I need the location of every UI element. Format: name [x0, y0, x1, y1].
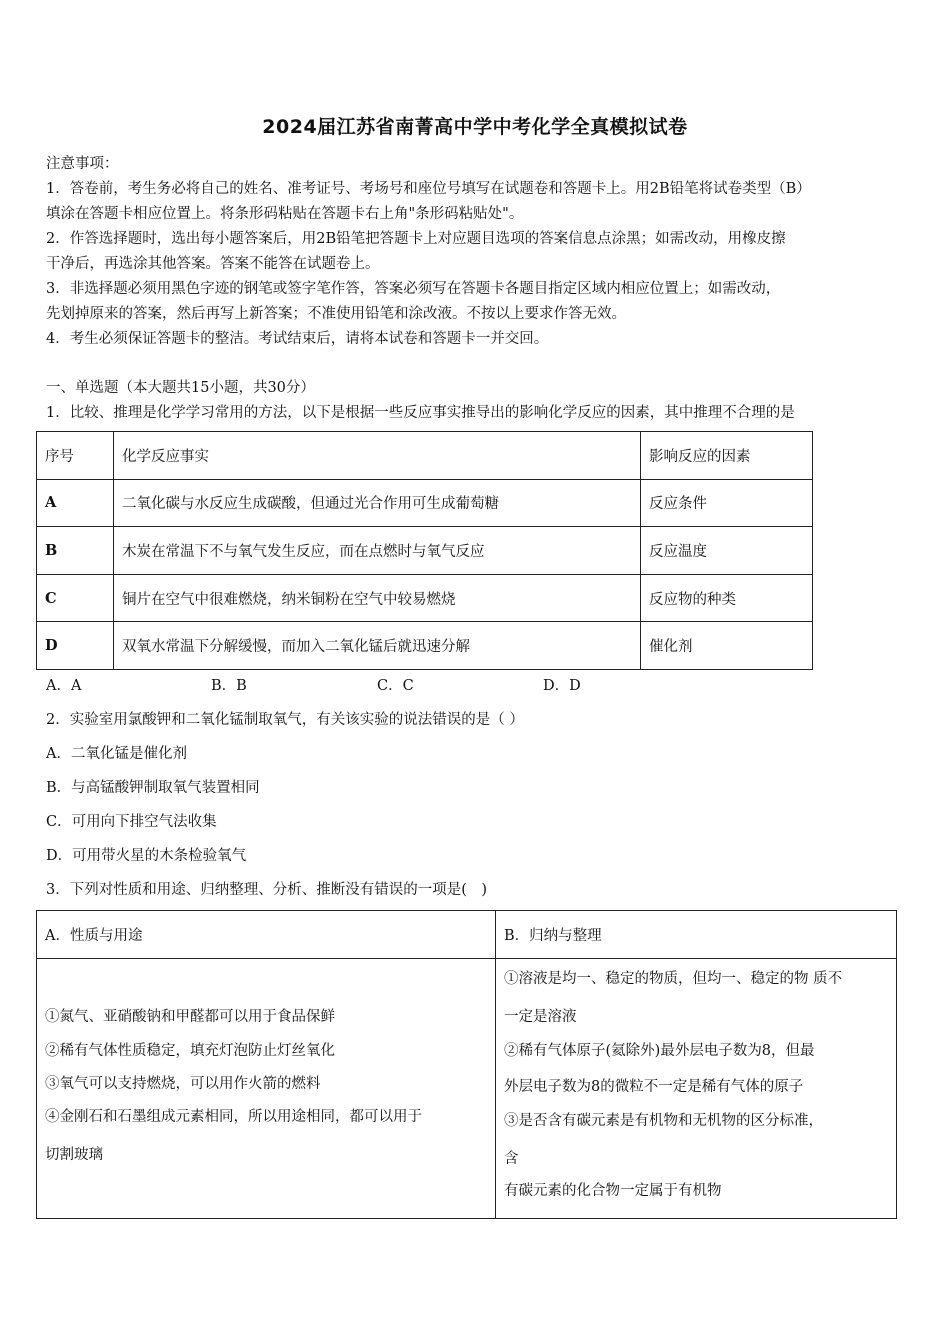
- q1-option-a[interactable]: A．A: [46, 678, 82, 694]
- table-cell-line: 切割玻璃: [45, 1147, 103, 1163]
- q1-stem: 1．比较、推理是化学学习常用的方法，以下是根据一些反应事实推导出的影响化学反应的因素，其中推理不合理的是: [46, 405, 795, 421]
- q2-option-a[interactable]: A．二氧化锰是催化剂: [46, 746, 187, 762]
- table-cell: B: [37, 527, 114, 575]
- q2-option-c[interactable]: C．可用向下排空气法收集: [46, 814, 217, 830]
- table-cell-line: 一定是溶液: [504, 1009, 577, 1025]
- page-title: 2024届江苏省南菁高中学中考化学全真模拟试卷: [262, 116, 688, 138]
- q1-option-d[interactable]: D．D: [543, 678, 581, 694]
- q2-stem: 2．实验室用氯酸钾和二氧化锰制取氧气，有关该实验的说法错误的是（ ）: [46, 712, 524, 728]
- table-cell-line: 含: [504, 1151, 519, 1167]
- table-row: [37, 479, 813, 527]
- table-header-cell: 化学反应事实: [114, 432, 641, 480]
- q3-option-b-header[interactable]: B．归纳与整理: [496, 911, 897, 959]
- notice-line: 填涂在答题卡相应位置上。将条形码粘贴在答题卡右上角"条形码粘贴处"。: [46, 206, 524, 222]
- table-cell: C: [37, 574, 114, 622]
- q2-option-b[interactable]: B．与高锰酸钾制取氧气装置相同: [46, 780, 260, 796]
- notice-line: 2．作答选择题时，选出每小题答案后，用2B铅笔把答题卡上对应题目选项的答案信息点涂黑；如需改动，用橡皮擦: [46, 231, 786, 247]
- q3-option-a-header[interactable]: A．性质与用途: [37, 911, 496, 959]
- notice-line: 干净后，再选涂其他答案。答案不能答在试题卷上。: [46, 256, 380, 272]
- notice-line: 1．答卷前，考生务必将自己的姓名、准考证号、考场号和座位号填写在试题卷和答题卡上。用2B铅笔将试卷类型（B）: [46, 181, 811, 197]
- q1-option-c[interactable]: C．C: [377, 678, 414, 694]
- table-cell: 双氧水常温下分解缓慢，而加入二氧化锰后就迅速分解: [114, 622, 641, 670]
- table-cell: 催化剂: [641, 622, 813, 670]
- table-header-row: [37, 432, 813, 480]
- table-cell: 铜片在空气中很难燃烧，纳米铜粉在空气中较易燃烧: [114, 574, 641, 622]
- q3-option-b-content: [496, 959, 897, 1219]
- table-cell: 二氧化碳与水反应生成碳酸，但通过光合作用可生成葡萄糖: [114, 479, 641, 527]
- table-cell: 反应温度: [641, 527, 813, 575]
- table-cell-line: ①氮气、亚硝酸钠和甲醛都可以用于食品保鲜: [45, 1009, 335, 1025]
- table-cell: 反应物的种类: [641, 574, 813, 622]
- table-row: [37, 959, 897, 1219]
- table-cell-line: ④金刚石和石墨组成元素相同，所以用途相同，都可以用于: [45, 1109, 422, 1125]
- q3-stem: 3．下列对性质和用途、归纳整理、分析、推断没有错误的一项是( ): [46, 882, 488, 898]
- q1-table: [36, 431, 813, 670]
- table-header-cell: 影响反应的因素: [641, 432, 813, 480]
- q1-option-b[interactable]: B．B: [211, 678, 247, 694]
- table-row: [37, 574, 813, 622]
- notice-line: 3．非选择题必须用黑色字迹的钢笔或签字笔作答，答案必须写在答题卡各题目指定区域内相应位置上；如需改动，: [46, 281, 781, 297]
- table-cell-line: 外层电子数为8的微粒不一定是稀有气体的原子: [504, 1079, 804, 1095]
- table-cell-line: 有碳元素的化合物一定属于有机物: [504, 1183, 722, 1199]
- table-cell: D: [37, 622, 114, 670]
- table-cell-line: ③氧气可以支持燃烧，可以用作火箭的燃料: [45, 1076, 321, 1092]
- notice-heading: 注意事项：: [46, 156, 119, 172]
- table-row: [37, 622, 813, 670]
- table-cell: 木炭在常温下不与氧气发生反应，而在点燃时与氧气反应: [114, 527, 641, 575]
- section-heading: 一、单选题（本大题共15小题，共30分）: [46, 380, 315, 396]
- table-cell: 反应条件: [641, 479, 813, 527]
- table-cell-line: ②稀有气体性质稳定，填充灯泡防止灯丝氧化: [45, 1043, 335, 1059]
- notice-line: 4．考生必须保证答题卡的整洁。考试结束后，请将本试卷和答题卡一并交回。: [46, 331, 549, 347]
- table-cell-line: ②稀有气体原子(氦除外)最外层电子数为8，但最: [504, 1043, 815, 1059]
- table-row: [37, 527, 813, 575]
- table-header-cell: 序号: [37, 432, 114, 480]
- notice-line: 先划掉原来的答案，然后再写上新答案；不准使用铅笔和涂改液。不按以上要求作答无效。: [46, 306, 626, 322]
- q2-option-d[interactable]: D．可用带火星的木条检验氧气: [46, 848, 247, 864]
- table-cell: A: [37, 479, 114, 527]
- table-cell-line: ③是否含有碳元素是有机物和无机物的区分标准，: [504, 1113, 823, 1129]
- table-header-row: [37, 911, 897, 959]
- q3-table: [36, 910, 897, 1219]
- q3-option-a-content: [37, 959, 496, 1219]
- table-cell-line: ①溶液是均一、稳定的物质，但均一、稳定的物 质不: [504, 971, 843, 987]
